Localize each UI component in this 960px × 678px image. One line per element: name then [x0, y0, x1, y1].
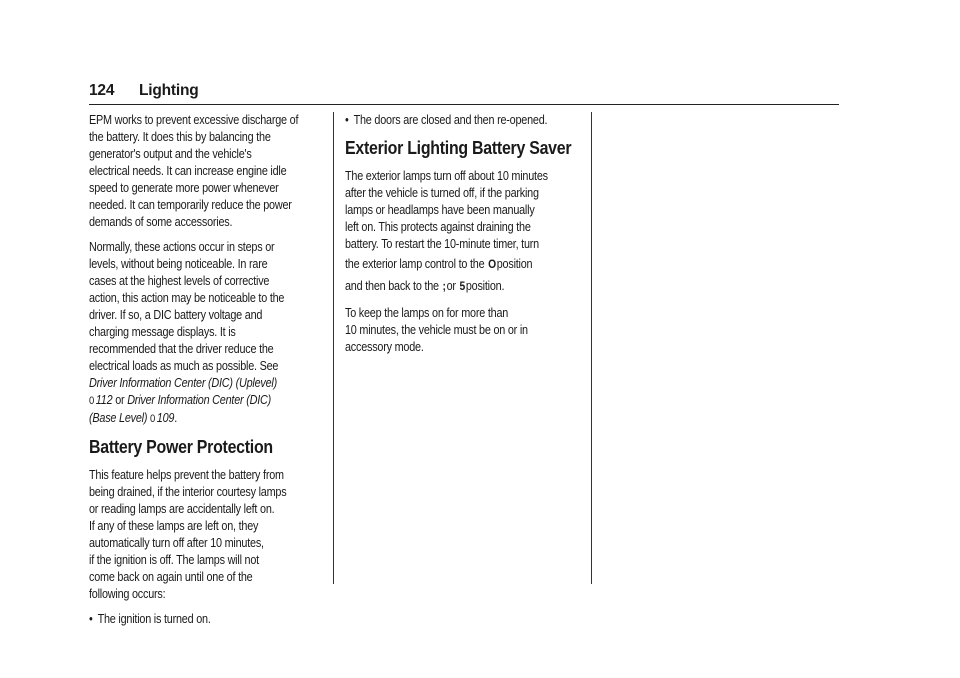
cross-reference-link[interactable]: (Base Level): [89, 411, 148, 425]
text-fragment: the exterior lamp control to the: [345, 257, 485, 271]
text-fragment: and then back to the: [345, 279, 439, 293]
cross-reference-line: [89, 375, 319, 392]
list-item-text: The ignition is turned on.: [97, 612, 211, 626]
text-line: The exterior lamps turn off about 10 minutes: [345, 169, 548, 183]
cross-reference-line: [89, 410, 319, 428]
text-line: if the ignition is off. The lamps will not: [89, 553, 259, 567]
list-item: [345, 112, 575, 129]
text-line: [345, 253, 575, 275]
text-line: electrical needs. It can increase engine idle: [89, 164, 287, 178]
section-title: Lighting: [139, 82, 199, 99]
column-divider: [591, 112, 592, 584]
text-line: demands of some accessories.: [89, 215, 233, 229]
text-line: left on. This protects against draining the: [345, 220, 531, 234]
text-line: 10 minutes, the vehicle must be on or in: [345, 323, 528, 337]
text-line: If any of these lamps are left on, they: [89, 519, 259, 533]
text-line: To keep the lamps on for more than: [345, 306, 509, 320]
page-reference-arrow-icon: 0: [89, 395, 95, 407]
headlamp-symbol-icon: 5: [459, 279, 465, 293]
text-or: or: [446, 279, 456, 293]
cross-reference-link[interactable]: Driver Information Center (DIC): [127, 393, 271, 407]
text-fragment: position.: [465, 279, 505, 293]
paragraph-keep-lamps-on: [345, 305, 575, 356]
cross-reference-link[interactable]: Driver Information Center (DIC) (Uplevel): [89, 376, 277, 390]
page-reference[interactable]: 112: [95, 393, 113, 407]
text-line: cases at the highest levels of corrective: [89, 274, 270, 288]
list-item-text: The doors are closed and then re-opened.: [353, 113, 548, 127]
paragraph-battery-saver: [345, 168, 575, 297]
text-line: come back on again until one of the: [89, 570, 253, 584]
text-line: battery. To restart the 10-minute timer, turn: [345, 237, 539, 251]
page-header: [89, 82, 839, 105]
text-line: accessory mode.: [345, 340, 424, 354]
parking-lamp-symbol-icon: ;: [442, 279, 446, 293]
text-line: action, this action may be noticeable to the: [89, 291, 285, 305]
text-line: levels, without being noticeable. In rare: [89, 257, 268, 271]
text-or: or: [115, 393, 125, 407]
text-line: lamps or headlamps have been manually: [345, 203, 535, 217]
period: .: [174, 411, 178, 425]
paragraph-normally: [89, 239, 319, 428]
paragraph-epm: [89, 112, 319, 231]
page-number: 124: [89, 82, 115, 99]
text-line: recommended that the driver reduce the: [89, 342, 274, 356]
left-column: [89, 112, 319, 628]
bullet-icon: •: [89, 612, 93, 626]
text-line: This feature helps prevent the battery from: [89, 468, 284, 482]
list-item: [89, 611, 319, 628]
column-divider: [333, 112, 334, 584]
paragraph-battery-protection: [89, 467, 319, 603]
text-line: generator's output and the vehicle's: [89, 147, 252, 161]
page-reference[interactable]: 109: [156, 411, 175, 425]
cross-reference-line: [89, 392, 319, 410]
bullet-icon: •: [345, 113, 349, 127]
off-symbol-icon: O: [488, 257, 496, 271]
text-line: following occurs:: [89, 587, 166, 601]
text-line: charging message displays. It is: [89, 325, 236, 339]
text-line: or reading lamps are accidentally left on.: [89, 502, 275, 516]
middle-column: [345, 112, 575, 364]
text-line: [345, 275, 575, 297]
text-line: after the vehicle is turned off, if the parking: [345, 186, 539, 200]
text-line: the battery. It does this by balancing the: [89, 130, 271, 144]
text-line: being drained, if the interior courtesy lamps: [89, 485, 287, 499]
text-line: automatically turn off after 10 minutes,: [89, 536, 264, 550]
heading-exterior-lighting-battery-saver: Exterior Lighting Battery Saver: [345, 137, 572, 158]
text-line: electrical loads as much as possible. See: [89, 359, 279, 373]
text-line: driver. If so, a DIC battery voltage and: [89, 308, 263, 322]
text-fragment: position: [496, 257, 533, 271]
page-reference-arrow-icon: 0: [150, 413, 156, 425]
text-line: Normally, these actions occur in steps or: [89, 240, 275, 254]
heading-battery-power-protection: Battery Power Protection: [89, 436, 273, 457]
text-line: speed to generate more power whenever: [89, 181, 279, 195]
text-line: EPM works to prevent excessive discharge of: [89, 113, 299, 127]
text-line: needed. It can temporarily reduce the power: [89, 198, 292, 212]
